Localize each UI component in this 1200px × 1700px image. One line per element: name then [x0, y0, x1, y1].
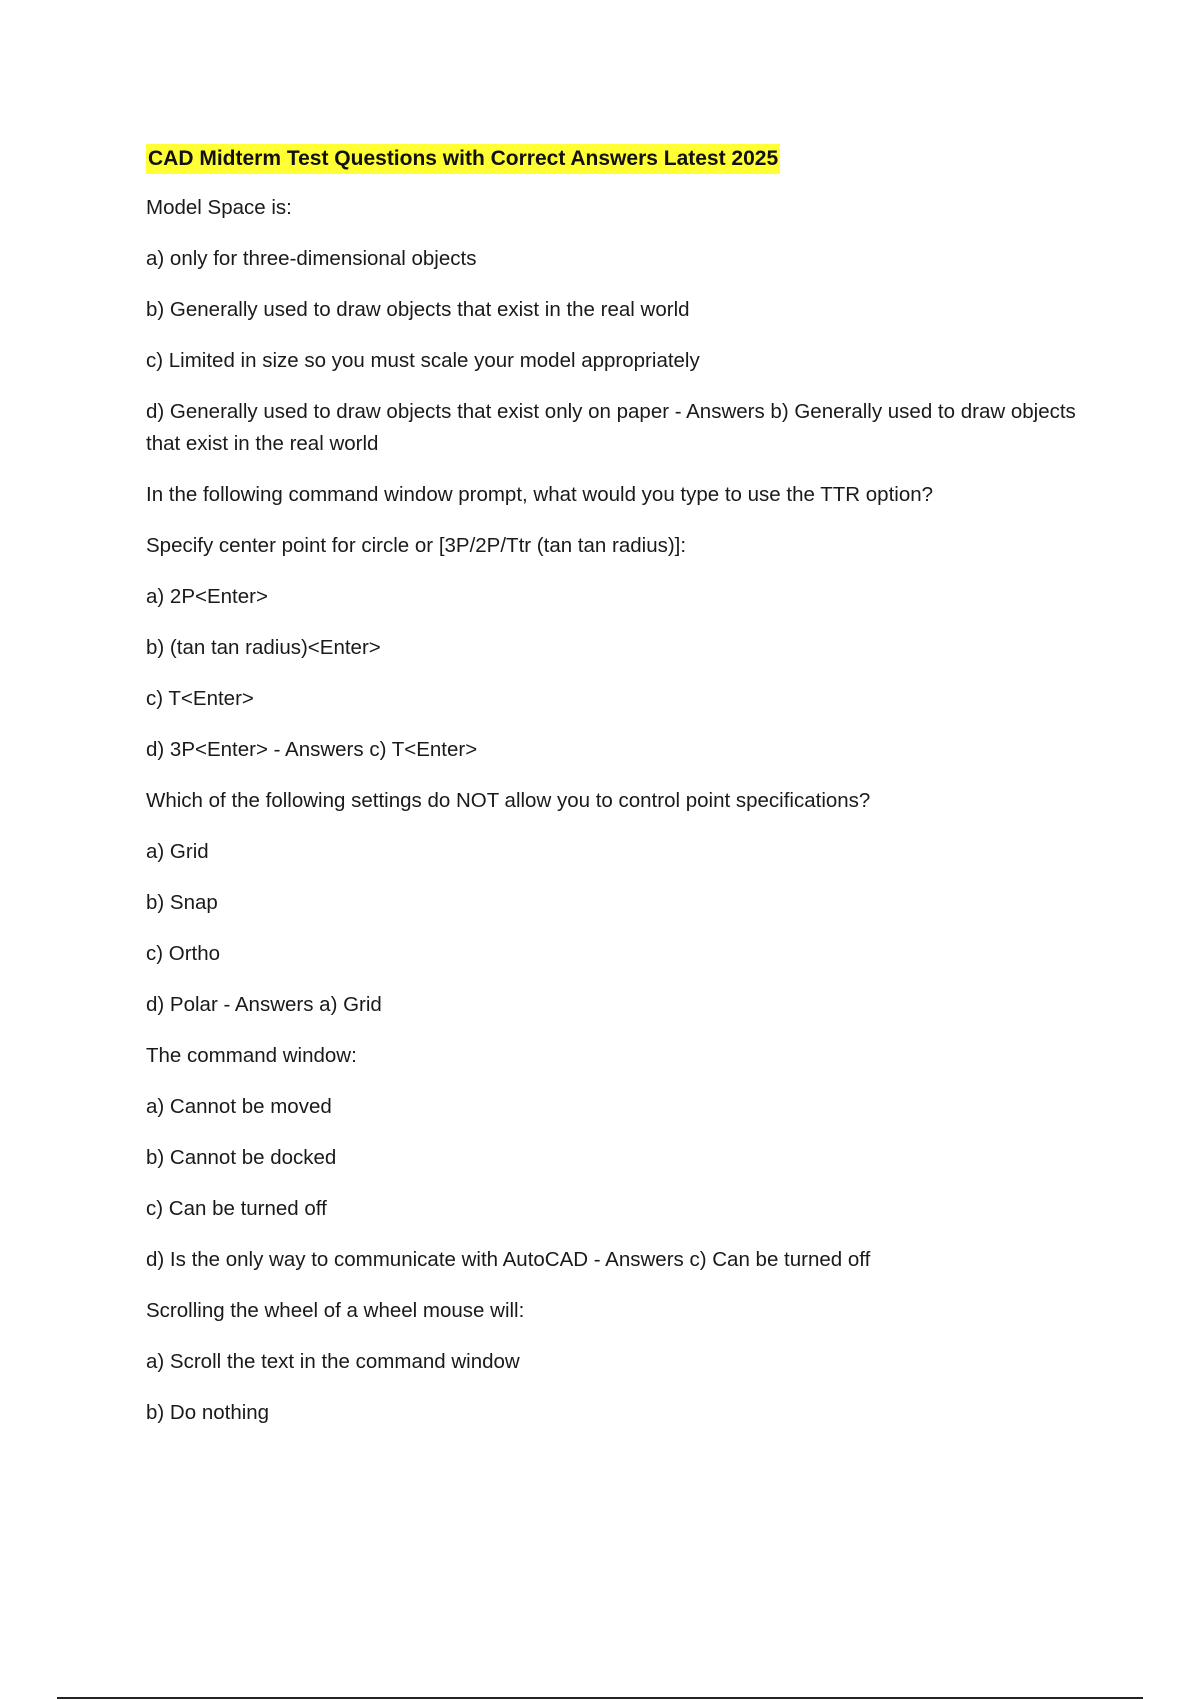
question-1-option-c: c) Limited in size so you must scale your model appropriately: [146, 349, 700, 372]
question-1-option-d-answer: d) Generally used to draw objects that exist only on paper - Answers b) Generally used to draw objects that exist in the real world: [146, 400, 1076, 455]
question-5-text: Scrolling the wheel of a wheel mouse will:: [146, 1299, 525, 1322]
question-1-text: Model Space is:: [146, 196, 292, 219]
question-3-option-c: c) Ortho: [146, 942, 221, 965]
question-3-text: Which of the following settings do NOT allow you to control point specifications?: [146, 789, 871, 812]
question-4-option-c: c) Can be turned off: [146, 1197, 327, 1220]
question-2-option-c: c) T<Enter>: [146, 687, 254, 710]
document-content: [146, 141, 1086, 1448]
title-line: [146, 141, 1086, 177]
question-3-option-a: a) Grid: [146, 840, 209, 863]
page-bottom-rule: [57, 1697, 1143, 1699]
question-4-text: The command window:: [146, 1044, 357, 1067]
question-1-option-b: b) Generally used to draw objects that exist in the real world: [146, 298, 690, 321]
question-2-prompt: Specify center point for circle or [3P/2P/Ttr (tan tan radius)]:: [146, 534, 687, 557]
question-4-option-a: a) Cannot be moved: [146, 1095, 332, 1118]
question-2-text: In the following command window prompt, what would you type to use the TTR option?: [146, 483, 934, 506]
question-4-option-b: b) Cannot be docked: [146, 1146, 337, 1169]
question-3-option-b: b) Snap: [146, 891, 218, 914]
question-5-option-b: b) Do nothing: [146, 1401, 270, 1424]
question-2-option-a: a) 2P<Enter>: [146, 585, 268, 608]
question-2-option-d-answer: d) 3P<Enter> - Answers c) T<Enter>: [146, 738, 478, 761]
question-2-option-b: b) (tan tan radius)<Enter>: [146, 636, 381, 659]
document-title: CAD Midterm Test Questions with Correct Answers Latest 2025: [146, 144, 780, 174]
question-3-option-d-answer: d) Polar - Answers a) Grid: [146, 993, 382, 1016]
question-5-option-a: a) Scroll the text in the command window: [146, 1350, 520, 1373]
question-4-option-d-answer: d) Is the only way to communicate with AutoCAD - Answers c) Can be turned off: [146, 1248, 871, 1271]
question-1-option-a: a) only for three-dimensional objects: [146, 247, 477, 270]
